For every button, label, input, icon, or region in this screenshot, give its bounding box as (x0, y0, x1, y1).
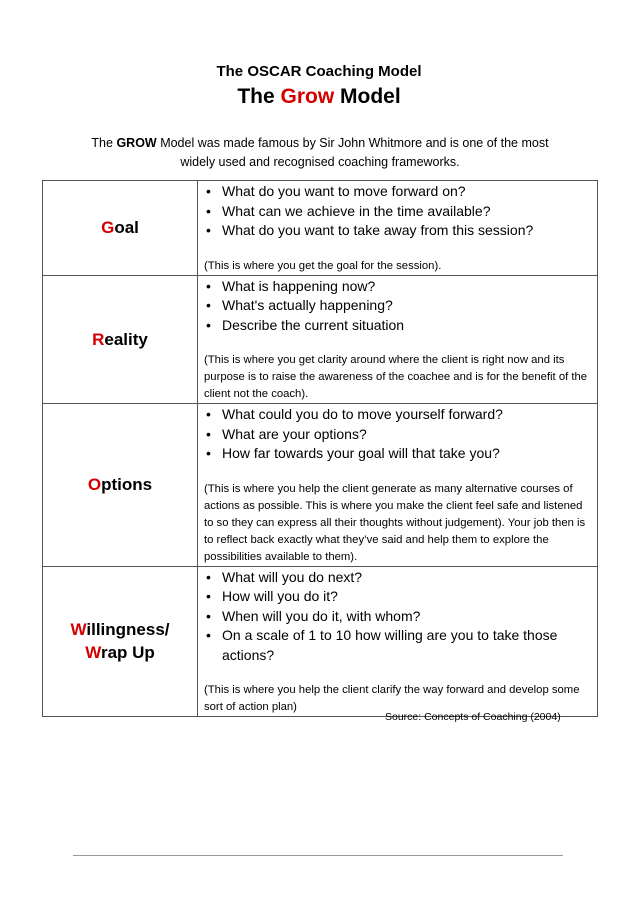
grow-table-body (43, 181, 598, 717)
title-highlight: Grow (280, 85, 335, 108)
page-subtitle: The OSCAR Coaching Model (216, 63, 422, 80)
stage-label (43, 181, 198, 276)
question-list (204, 405, 593, 464)
question-list (204, 277, 593, 336)
footer-divider (73, 855, 563, 856)
table-row (43, 566, 598, 717)
question-item: • What are your options? (204, 425, 593, 445)
stage-content (198, 566, 598, 717)
intro-line2: widely used and recognised coaching frameworks. (180, 155, 460, 169)
question-item: • What do you want to take away from this session? (204, 221, 593, 241)
question-item: • What can we achieve in the time available? (204, 202, 593, 222)
stage-label-line (43, 618, 197, 641)
stage-note: (This is where you get clarity around where the client is right now and its purpose is to raise the awareness of the coachee and is for the benefit of the client not the coach). (204, 354, 588, 400)
question-list (204, 568, 593, 666)
stage-label (43, 275, 198, 404)
stage-rest: rap Up (100, 643, 155, 663)
intro-prefix: The (91, 136, 117, 150)
question-item: • When will you do it, with whom? (204, 607, 593, 627)
question-item: • How far towards your goal will that take you? (204, 444, 593, 464)
source-citation: Source: Concepts of Coaching (2004) (385, 711, 561, 723)
stage-initial: W (70, 620, 87, 640)
stage-initial: O (87, 475, 102, 495)
intro-bold: GROW (116, 136, 157, 150)
stage-label (43, 566, 198, 717)
stage-rest: eality (104, 329, 148, 349)
intro-line1: Model was made famous by Sir John Whitmore and is one of the most (156, 136, 549, 150)
stage-initial: R (92, 329, 105, 349)
question-item: • What do you want to move forward on? (204, 182, 593, 202)
question-item: • What's actually happening? (204, 296, 593, 316)
table-row (43, 275, 598, 404)
stage-note: (This is where you help the client generate as many alternative courses of actions as possible. This is where you make the client feel safe and listened to so they can express all their thoughts without judgement). Your job then is to reflect back exactly what they’ve said and help them to explore the possibilities available to them). (204, 482, 586, 563)
stage-initial: G (101, 218, 115, 238)
stage-rest: oal (114, 218, 139, 238)
intro-paragraph (60, 134, 580, 172)
grow-table (42, 180, 598, 717)
question-item: • Describe the current situation (204, 316, 593, 336)
table-row (43, 404, 598, 567)
question-item: • What could you do to move yourself forward? (204, 405, 593, 425)
stage-rest: illingness/ (86, 620, 170, 640)
stage-label-line (43, 328, 197, 351)
page-title (0, 85, 638, 109)
stage-initial: W (85, 643, 101, 663)
title-prefix: The (237, 85, 281, 108)
stage-rest: ptions (101, 475, 153, 495)
question-item: • How will you do it? (204, 587, 593, 607)
question-item: • What will you do next? (204, 568, 593, 588)
stage-label-line (43, 641, 197, 664)
stage-content (198, 181, 598, 276)
stage-note: (This is where you help the client clarify the way forward and develop some sort of action plan) (204, 684, 580, 713)
title-suffix: Model (334, 85, 401, 108)
stage-content (198, 275, 598, 404)
stage-note: (This is where you get the goal for the session). (204, 259, 442, 272)
question-list (204, 182, 593, 241)
stage-label (43, 404, 198, 567)
stage-content (198, 404, 598, 567)
stage-label-line (43, 473, 197, 496)
table-row (43, 181, 598, 276)
stage-label-line (43, 216, 197, 239)
question-item: • What is happening now? (204, 277, 593, 297)
question-item: • On a scale of 1 to 10 how willing are you to take those actions? (204, 626, 593, 665)
